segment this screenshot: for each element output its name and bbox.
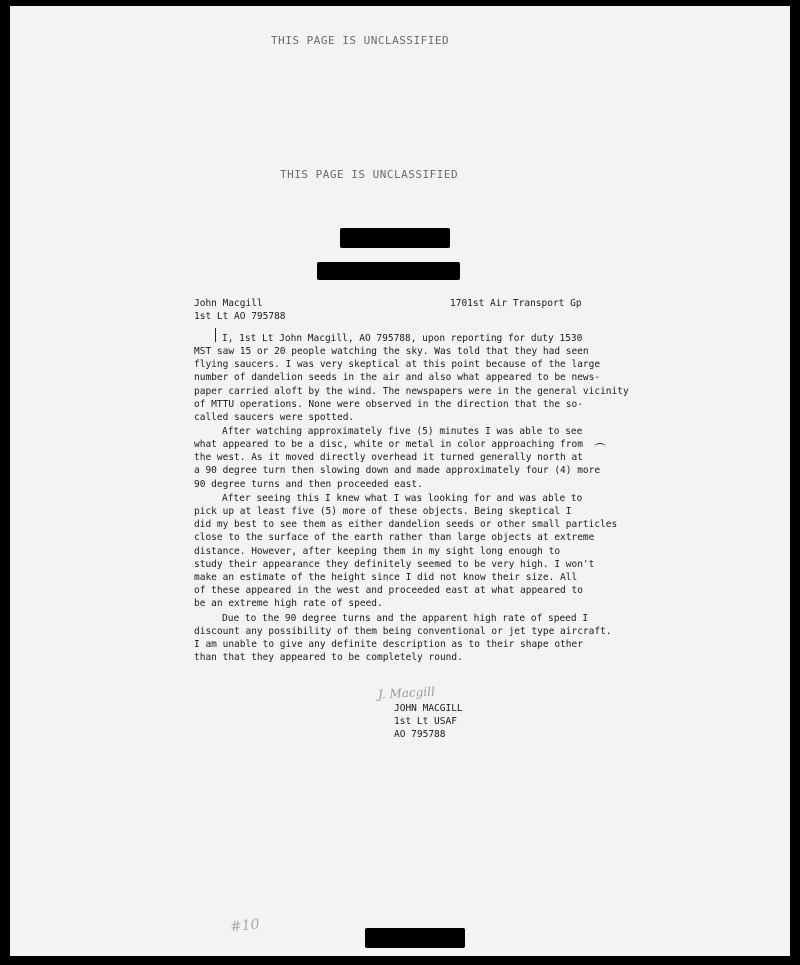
- paragraph-line: distance. However, after keeping them in my sight long enough to: [194, 545, 561, 557]
- paragraph-line: than that they appeared to be completely round.: [194, 652, 463, 664]
- paragraph-line: paper carried aloft by the wind. The newspapers were in the general vicinity: [194, 385, 629, 397]
- paragraph-line: of these appeared in the west and proceeded east at what appeared to: [194, 585, 583, 597]
- paragraph-line: make an estimate of the height since I did not know their size. All: [194, 572, 578, 584]
- handwritten-signature: J. Macgill: [377, 684, 436, 702]
- paragraph-line: flying saucers. I was very skeptical at this point because of the large: [194, 359, 601, 371]
- signature-block: [394, 702, 463, 742]
- paragraph-line: pick up at least five (5) more of these objects. Being skeptical I: [194, 506, 572, 517]
- classification-stamp-top: THIS PAGE IS UNCLASSIFIED: [271, 34, 450, 47]
- paragraph-2: [194, 438, 600, 491]
- paragraph-line: of MTTU operations. None were observed in the direction that the so-: [194, 398, 583, 410]
- paragraph-line: Due to the 90 degree turns and the apparent high rate of speed I: [222, 613, 589, 624]
- paragraph-4: [194, 625, 612, 665]
- paragraph-3: [194, 505, 617, 611]
- paragraph-line: MST saw 15 or 20 people watching the sky. Was told that they had seen: [194, 346, 589, 357]
- paragraph-line: 90 degree turns and then proceeded east.: [194, 478, 423, 490]
- redaction-bar-title: [340, 228, 450, 248]
- paragraph-4-first-line: [222, 612, 588, 625]
- paragraph-line: be an extreme high rate of speed.: [194, 598, 383, 610]
- signer-rank: 1st Lt USAF: [394, 716, 457, 728]
- paragraph-1: [194, 345, 629, 424]
- paragraph-line: I, 1st Lt John Macgill, AO 795788, upon reporting for duty 1530: [222, 333, 583, 344]
- redaction-bar-statement: [317, 262, 460, 280]
- author-unit: 1701st Air Transport Gp: [450, 298, 582, 309]
- paragraph-line: After watching approximately five (5) minutes I was able to see: [222, 426, 583, 437]
- paragraph-line: number of dandelion seeds in the air and also what appeared to be news-: [194, 372, 601, 384]
- paragraph-line: called saucers were spotted.: [194, 412, 355, 424]
- author-rank-ao: 1st Lt AO 795788: [194, 311, 286, 322]
- document-page: [10, 6, 790, 956]
- paragraph-line: did my best to see them as either dandelion seeds or other small particles: [194, 519, 618, 531]
- paragraph-1-first-line: [222, 332, 582, 345]
- redaction-bar-footer: [365, 928, 465, 948]
- paragraph-line: a 90 degree turn then slowing down and made approximately four (4) more: [194, 465, 601, 477]
- margin-mark: [215, 328, 216, 342]
- paragraph-line: study their appearance they definitely seemed to be very high. I won't: [194, 558, 595, 570]
- paragraph-line: After seeing this I knew what I was looking for and was able to: [222, 493, 583, 504]
- paragraph-line: I am unable to give any definite description as to their shape other: [194, 639, 583, 651]
- paragraph-3-first-line: [222, 492, 582, 505]
- footer-handwritten-note: #10: [229, 916, 261, 936]
- paragraph-line: the west. As it moved directly overhead it turned generally north at: [194, 452, 583, 464]
- classification-stamp-middle: THIS PAGE IS UNCLASSIFIED: [280, 168, 459, 181]
- author-name: John Macgill: [194, 298, 263, 309]
- signer-ao: AO 795788: [394, 729, 446, 741]
- margin-tick-mark: [594, 443, 606, 452]
- paragraph-2-first-line: [222, 425, 582, 438]
- signer-name: JOHN MACGILL: [394, 703, 463, 714]
- paragraph-line: discount any possibility of them being conventional or jet type aircraft.: [194, 626, 612, 637]
- paragraph-line: what appeared to be a disc, white or metal in color approaching from: [194, 439, 583, 450]
- paragraph-line: close to the surface of the earth rather than large objects at extreme: [194, 532, 595, 544]
